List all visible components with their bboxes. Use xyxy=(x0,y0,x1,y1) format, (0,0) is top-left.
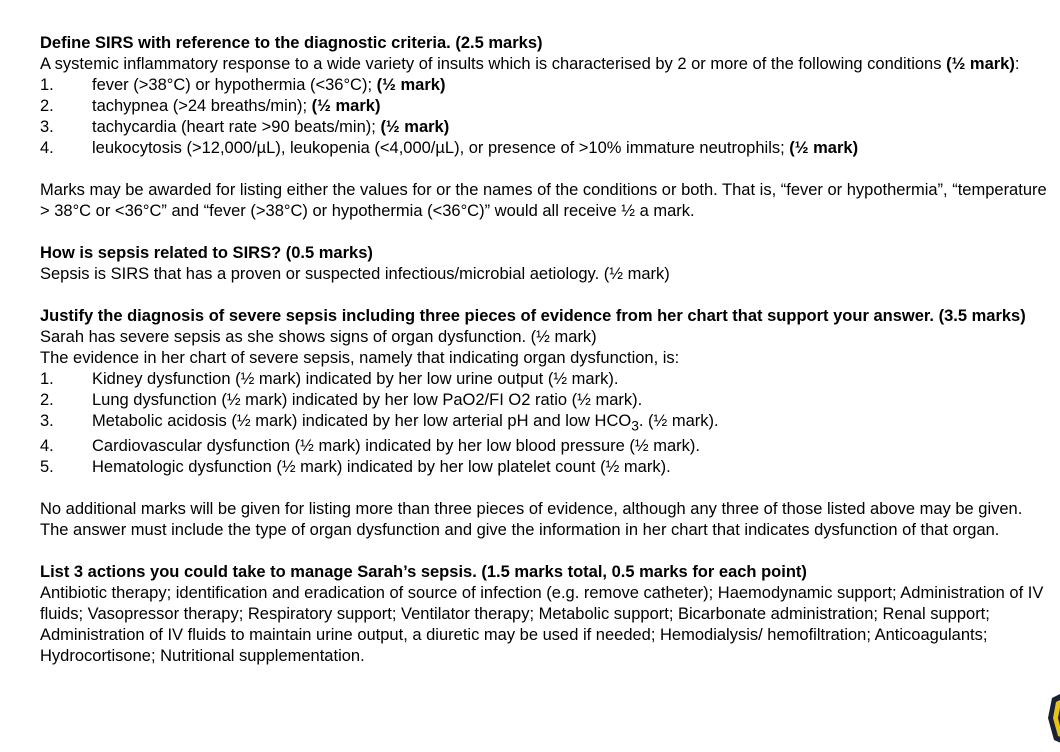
criteria-mark: (½ mark) xyxy=(789,139,859,157)
criteria-text: tachypnea (>24 breaths/min); xyxy=(92,97,312,115)
evidence-text-a: Metabolic acidosis (½ mark) indicated by her low arterial pH and low HCO xyxy=(92,412,632,430)
spacer xyxy=(40,541,1048,562)
criteria-item xyxy=(40,117,1048,138)
item-number: 4. xyxy=(40,139,54,157)
item-text xyxy=(92,117,449,138)
item-text xyxy=(92,75,445,96)
item-number: 3. xyxy=(40,412,54,430)
q1-heading: Define SIRS with reference to the diagnostic criteria. (2.5 marks) xyxy=(40,34,543,52)
criteria-text: leukocytosis (>12,000/µL), leukopenia (<4,000/µL), or presence of >10% immature neutrophils; xyxy=(92,139,790,157)
item-number: 3. xyxy=(40,118,54,136)
subscript: 3 xyxy=(631,418,639,434)
q2-heading: How is sepsis related to SIRS? (0.5 marks) xyxy=(40,244,373,262)
item-text: Kidney dysfunction (½ mark) indicated by her low urine output (½ mark). xyxy=(92,370,619,388)
q2-answer: Sepsis is SIRS that has a proven or suspected infectious/microbial aetiology. (½ mark) xyxy=(40,265,670,283)
evidence-item xyxy=(40,436,1048,457)
item-text xyxy=(92,411,719,436)
q1-intro-mark: (½ mark) xyxy=(946,55,1015,73)
spacer xyxy=(40,159,1048,180)
evidence-text-b: . (½ mark). xyxy=(638,412,719,430)
item-text xyxy=(92,138,858,159)
item-number: 1. xyxy=(40,370,54,388)
q3-note: No additional marks will be given for listing more than three pieces of evidence, although any three of those listed above may be given. The answer must include the type of organ dysfunction and give the information in her chart that indicates dysfunction of that organ. xyxy=(40,500,1023,540)
evidence-item xyxy=(40,411,1048,436)
criteria-mark: (½ mark) xyxy=(311,97,381,115)
q1-intro-end: : xyxy=(1014,55,1020,73)
item-number: 5. xyxy=(40,458,54,477)
criteria-text: fever (>38°C) or hypothermia (<36°C); xyxy=(92,76,377,94)
item-text: Cardiovascular dysfunction (½ mark) indicated by her low blood pressure (½ mark). xyxy=(92,437,701,456)
criteria-item xyxy=(40,96,1048,117)
criteria-mark: (½ mark) xyxy=(376,76,446,94)
item-text xyxy=(92,96,380,117)
evidence-item xyxy=(40,369,1048,390)
evidence-item xyxy=(40,457,1048,478)
criteria-text: tachycardia (heart rate >90 beats/min); xyxy=(92,118,381,136)
item-number: 2. xyxy=(40,391,54,409)
item-number: 4. xyxy=(40,437,54,456)
item-number: 1. xyxy=(40,76,54,94)
document-body xyxy=(40,33,1048,667)
q4-answer: Antibiotic therapy; identification and eradication of source of infection (e.g. remove catheter); Haemodynamic support; Administration of IV fluids; Vasopressor therapy; Respiratory support; Ventilator therapy; Metabolic support; Bicarbonate administration; Renal support; Administration of IV fluids to maintain urine output, a diuretic may be used if needed; Hemodialysis/ hemofiltration; Anticoagulants; Hydrocortisone; Nutritional supplementation. xyxy=(40,584,1044,666)
q3-line2: The evidence in her chart of severe sepsis, namely that indicating organ dysfunction, is: xyxy=(40,349,680,367)
spacer xyxy=(40,478,1048,499)
item-text: Hematologic dysfunction (½ mark) indicated by her low platelet count (½ mark). xyxy=(92,458,671,477)
q1-intro-text: A systemic inflammatory response to a wide variety of insults which is characterised by 2 or more of the following conditions xyxy=(40,55,947,73)
criteria-item xyxy=(40,138,1048,159)
q1-intro xyxy=(40,54,1048,75)
q1-note: Marks may be awarded for listing either the values for or the names of the conditions or both. That is, “fever or hypothermia”, “temperature > 38°C or <36°C” and “fever (>38°C) or hypothermia (<36°C)” would all receive ½ a mark. xyxy=(40,181,1047,220)
crest-logo-icon xyxy=(1046,688,1060,748)
q4-heading: List 3 actions you could take to manage Sarah’s sepsis. (1.5 marks total, 0.5 marks for each point) xyxy=(40,563,807,582)
criteria-mark: (½ mark) xyxy=(380,118,450,136)
criteria-item xyxy=(40,75,1048,96)
evidence-item xyxy=(40,390,1048,411)
q3-line1: Sarah has severe sepsis as she shows signs of organ dysfunction. (½ mark) xyxy=(40,328,597,346)
item-number: 2. xyxy=(40,97,54,115)
item-text: Lung dysfunction (½ mark) indicated by her low PaO2/FI O2 ratio (½ mark). xyxy=(92,391,643,409)
spacer xyxy=(40,222,1048,243)
spacer xyxy=(40,285,1048,306)
q3-heading: Justify the diagnosis of severe sepsis including three pieces of evidence from her chart that support your answer. (3.5 marks) xyxy=(40,307,1026,325)
